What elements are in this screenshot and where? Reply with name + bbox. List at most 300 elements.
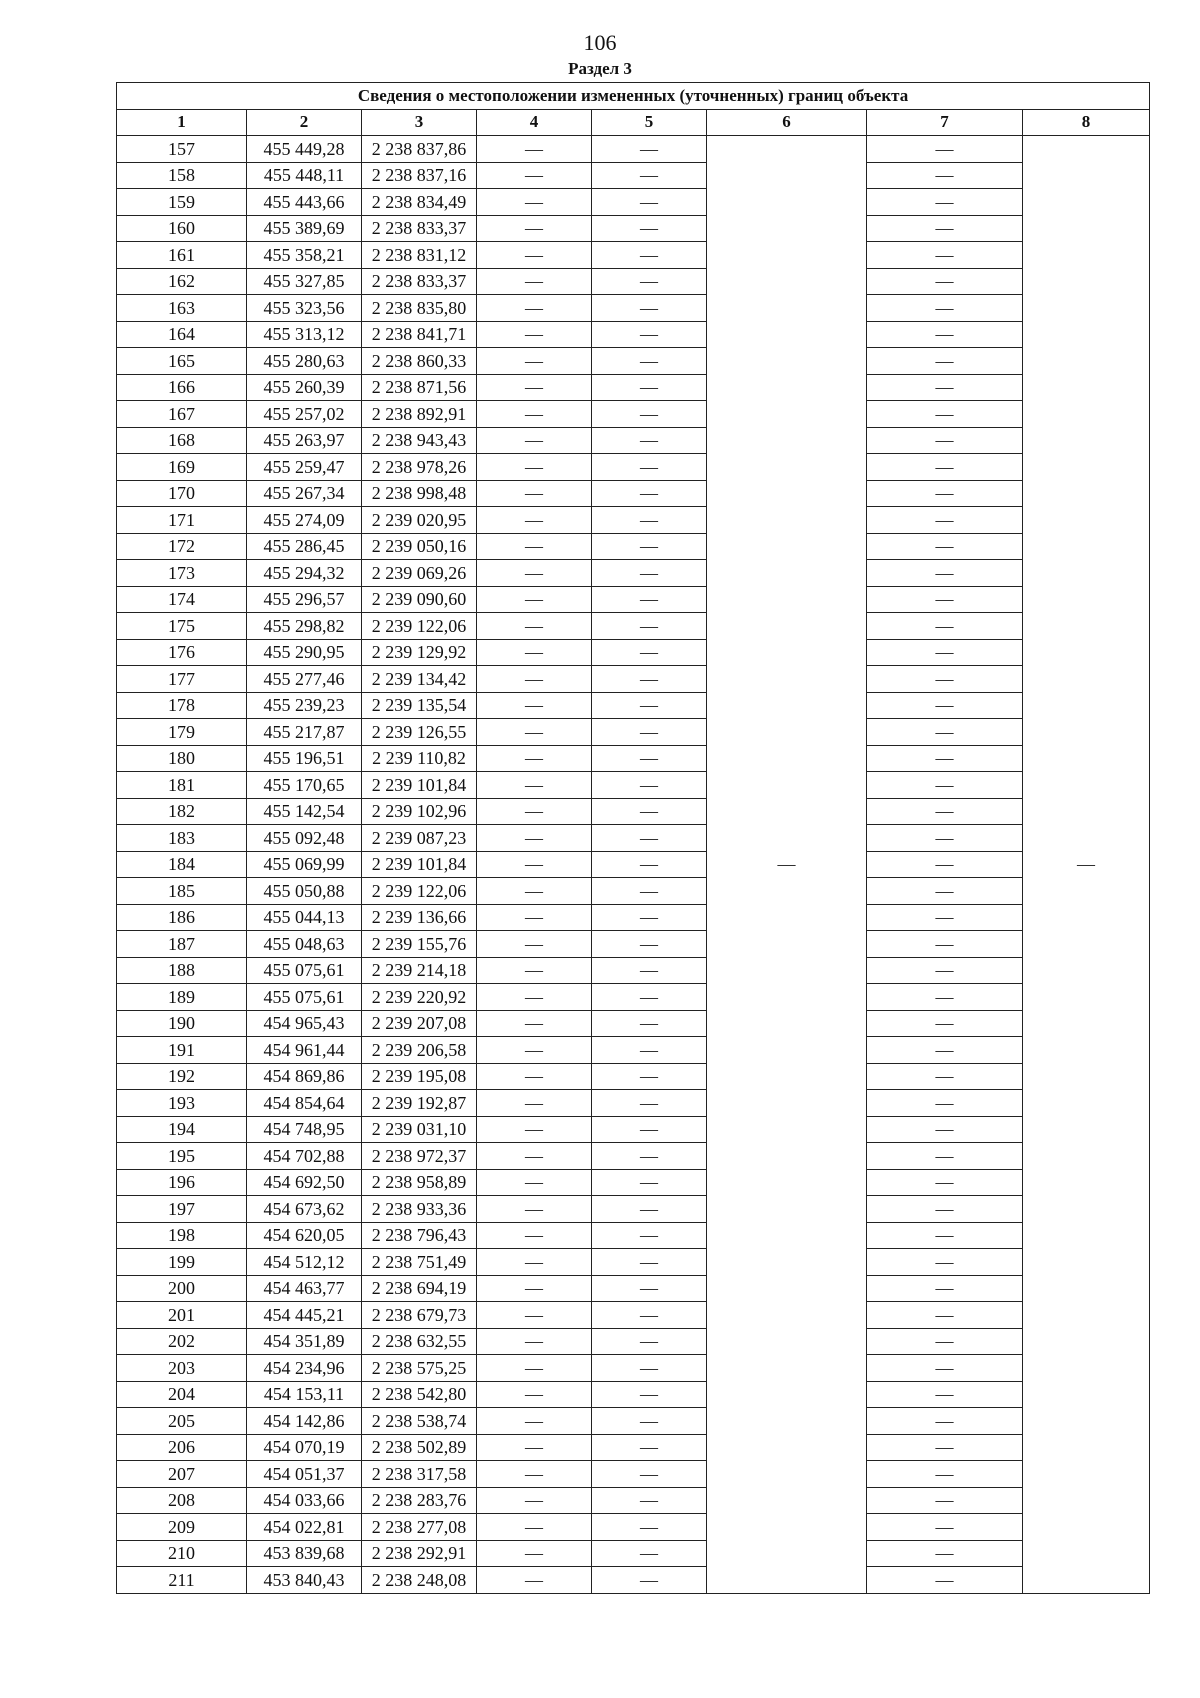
point-number-cell: 211 [117,1567,247,1594]
dash-cell: — [592,242,707,269]
dash-cell: — [867,878,1023,905]
dash-cell: — [477,1461,592,1488]
y-coordinate-cell: 2 239 122,06 [362,878,477,905]
dash-cell: — [867,851,1023,878]
dash-cell: — [477,851,592,878]
dash-cell: — [592,931,707,958]
dash-cell: — [477,772,592,799]
dash-cell: — [477,533,592,560]
x-coordinate-cell: 455 294,32 [247,560,362,587]
x-coordinate-cell: 455 389,69 [247,215,362,242]
dash-cell: — [477,1249,592,1276]
y-coordinate-cell: 2 239 069,26 [362,560,477,587]
x-coordinate-cell: 455 069,99 [247,851,362,878]
x-coordinate-cell: 454 702,88 [247,1143,362,1170]
point-number-cell: 206 [117,1434,247,1461]
dash-cell: — [477,162,592,189]
dash-cell: — [867,772,1023,799]
y-coordinate-cell: 2 238 871,56 [362,374,477,401]
table-row [117,957,1150,984]
table-row [117,772,1150,799]
table-row [117,374,1150,401]
table-row [117,136,1150,163]
dash-cell: — [867,745,1023,772]
dash-cell: — [592,507,707,534]
point-number-cell: 203 [117,1355,247,1382]
dash-cell: — [477,348,592,375]
y-coordinate-cell: 2 238 317,58 [362,1461,477,1488]
dash-cell: — [477,1196,592,1223]
table-row [117,984,1150,1011]
dash-cell: — [477,507,592,534]
dash-cell: — [867,719,1023,746]
table-row [117,613,1150,640]
x-coordinate-cell: 455 443,66 [247,189,362,216]
point-number-cell: 181 [117,772,247,799]
dash-cell: — [867,984,1023,1011]
dash-cell: — [867,427,1023,454]
x-coordinate-cell: 454 620,05 [247,1222,362,1249]
x-coordinate-cell: 454 869,86 [247,1063,362,1090]
x-coordinate-cell: 455 277,46 [247,666,362,693]
dash-cell: — [867,401,1023,428]
column-number: 8 [1023,109,1150,136]
dash-cell: — [867,1487,1023,1514]
x-coordinate-cell: 454 070,19 [247,1434,362,1461]
point-number-cell: 189 [117,984,247,1011]
dash-cell: — [477,1116,592,1143]
dash-cell: — [477,189,592,216]
x-coordinate-cell: 453 839,68 [247,1540,362,1567]
x-coordinate-cell: 454 961,44 [247,1037,362,1064]
point-number-cell: 199 [117,1249,247,1276]
dash-cell: — [867,533,1023,560]
x-coordinate-cell: 455 260,39 [247,374,362,401]
y-coordinate-cell: 2 239 110,82 [362,745,477,772]
x-coordinate-cell: 455 196,51 [247,745,362,772]
x-coordinate-cell: 455 290,95 [247,639,362,666]
x-coordinate-cell: 455 296,57 [247,586,362,613]
point-number-cell: 162 [117,268,247,295]
x-coordinate-cell: 455 170,65 [247,772,362,799]
x-coordinate-cell: 455 048,63 [247,931,362,958]
x-coordinate-cell: 454 748,95 [247,1116,362,1143]
table-row [117,162,1150,189]
x-coordinate-cell: 454 673,62 [247,1196,362,1223]
table-row [117,1037,1150,1064]
dash-cell: — [867,1540,1023,1567]
dash-cell: — [867,189,1023,216]
point-number-cell: 201 [117,1302,247,1329]
y-coordinate-cell: 2 239 122,06 [362,613,477,640]
dash-cell: — [592,1169,707,1196]
y-coordinate-cell: 2 238 679,73 [362,1302,477,1329]
dash-cell: — [477,825,592,852]
dash-cell: — [867,1249,1023,1276]
point-number-cell: 191 [117,1037,247,1064]
dash-cell: — [867,957,1023,984]
dash-cell: — [592,1434,707,1461]
x-coordinate-cell: 454 512,12 [247,1249,362,1276]
dash-cell: — [477,692,592,719]
dash-cell: — [477,1037,592,1064]
column-number: 6 [707,109,867,136]
dash-cell: — [592,1222,707,1249]
point-number-cell: 163 [117,295,247,322]
dash-cell: — [867,1222,1023,1249]
table-row [117,1010,1150,1037]
x-coordinate-cell: 455 257,02 [247,401,362,428]
point-number-cell: 184 [117,851,247,878]
dash-cell: — [477,798,592,825]
table-row [117,401,1150,428]
y-coordinate-cell: 2 238 751,49 [362,1249,477,1276]
column-number: 2 [247,109,362,136]
table-row [117,1487,1150,1514]
dash-cell: — [592,1567,707,1594]
table-row [117,1169,1150,1196]
dash-cell: — [592,851,707,878]
column-number: 7 [867,109,1023,136]
dash-cell: — [477,984,592,1011]
point-number-cell: 195 [117,1143,247,1170]
x-coordinate-cell: 454 351,89 [247,1328,362,1355]
dash-cell: — [592,825,707,852]
dash-cell: — [592,586,707,613]
point-number-cell: 192 [117,1063,247,1090]
dash-cell: — [867,136,1023,163]
table-row [117,1567,1150,1594]
table-caption: Сведения о местоположении измененных (уточненных) границ объекта [117,83,1150,110]
table-row [117,1090,1150,1117]
y-coordinate-cell: 2 238 841,71 [362,321,477,348]
dash-cell: — [477,1169,592,1196]
y-coordinate-cell: 2 239 206,58 [362,1037,477,1064]
table-row [117,1514,1150,1541]
table-row [117,878,1150,905]
dash-cell: — [477,136,592,163]
point-number-cell: 159 [117,189,247,216]
dash-cell: — [477,242,592,269]
point-number-cell: 182 [117,798,247,825]
dash-cell: — [592,1090,707,1117]
dash-cell: — [592,1381,707,1408]
y-coordinate-cell: 2 238 292,91 [362,1540,477,1567]
y-coordinate-cell: 2 238 972,37 [362,1143,477,1170]
page-number: 106 [583,30,617,55]
dash-cell: — [592,162,707,189]
dash-cell: — [867,1408,1023,1435]
y-coordinate-cell: 2 239 135,54 [362,692,477,719]
dash-cell: — [867,1275,1023,1302]
dash-cell: — [477,931,592,958]
table-row [117,798,1150,825]
table-row [117,242,1150,269]
point-number-cell: 168 [117,427,247,454]
dash-cell: — [592,1143,707,1170]
table-row [117,427,1150,454]
x-coordinate-cell: 454 692,50 [247,1169,362,1196]
dash-cell: — [867,1355,1023,1382]
column-number: 5 [592,109,707,136]
point-number-cell: 187 [117,931,247,958]
dash-cell: — [592,1328,707,1355]
x-coordinate-cell: 454 033,66 [247,1487,362,1514]
table-row [117,1116,1150,1143]
dash-cell: — [592,957,707,984]
point-number-cell: 167 [117,401,247,428]
dash-cell: — [867,798,1023,825]
dash-cell: — [592,1514,707,1541]
y-coordinate-cell: 2 238 538,74 [362,1408,477,1435]
y-coordinate-cell: 2 238 277,08 [362,1514,477,1541]
point-number-cell: 194 [117,1116,247,1143]
x-coordinate-cell: 455 327,85 [247,268,362,295]
dash-cell: — [867,215,1023,242]
y-coordinate-cell: 2 239 101,84 [362,772,477,799]
dash-cell: — [592,215,707,242]
dash-cell: — [592,480,707,507]
dash-cell: — [592,1487,707,1514]
y-coordinate-cell: 2 238 283,76 [362,1487,477,1514]
point-number-cell: 176 [117,639,247,666]
table-row [117,1222,1150,1249]
dash-cell: — [592,560,707,587]
dash-cell: — [867,692,1023,719]
table-row [117,507,1150,534]
x-coordinate-cell: 455 075,61 [247,957,362,984]
point-number-cell: 158 [117,162,247,189]
dash-cell: — [592,904,707,931]
point-number-cell: 166 [117,374,247,401]
point-number-cell: 183 [117,825,247,852]
y-coordinate-cell: 2 239 192,87 [362,1090,477,1117]
merged-column-8-cell: — [1023,136,1150,1594]
dash-cell: — [477,745,592,772]
dash-cell: — [477,1514,592,1541]
table-row [117,904,1150,931]
x-coordinate-cell: 455 358,21 [247,242,362,269]
y-coordinate-cell: 2 238 694,19 [362,1275,477,1302]
dash-cell: — [477,215,592,242]
table-row [117,1461,1150,1488]
point-number-cell: 171 [117,507,247,534]
y-coordinate-cell: 2 238 978,26 [362,454,477,481]
coordinates-table [116,82,1150,1594]
y-coordinate-cell: 2 239 126,55 [362,719,477,746]
y-coordinate-cell: 2 238 933,36 [362,1196,477,1223]
point-number-cell: 196 [117,1169,247,1196]
dash-cell: — [477,1275,592,1302]
point-number-cell: 161 [117,242,247,269]
table-row [117,666,1150,693]
y-coordinate-cell: 2 238 998,48 [362,480,477,507]
dash-cell: — [592,1037,707,1064]
dash-cell: — [477,454,592,481]
dash-cell: — [867,613,1023,640]
y-coordinate-cell: 2 239 214,18 [362,957,477,984]
dash-cell: — [592,1116,707,1143]
point-number-cell: 188 [117,957,247,984]
dash-cell: — [867,1381,1023,1408]
table-row [117,745,1150,772]
table-row [117,321,1150,348]
table-row [117,586,1150,613]
dash-cell: — [477,1434,592,1461]
section-title: Раздел 3 [568,59,632,78]
dash-cell: — [477,480,592,507]
y-coordinate-cell: 2 239 050,16 [362,533,477,560]
dash-cell: — [592,639,707,666]
dash-cell: — [592,401,707,428]
x-coordinate-cell: 455 448,11 [247,162,362,189]
point-number-cell: 186 [117,904,247,931]
y-coordinate-cell: 2 238 943,43 [362,427,477,454]
point-number-cell: 180 [117,745,247,772]
point-number-cell: 177 [117,666,247,693]
dash-cell: — [477,374,592,401]
point-number-cell: 179 [117,719,247,746]
dash-cell: — [592,772,707,799]
dash-cell: — [592,533,707,560]
dash-cell: — [867,480,1023,507]
dash-cell: — [592,1355,707,1382]
table-row [117,1143,1150,1170]
dash-cell: — [867,162,1023,189]
y-coordinate-cell: 2 238 958,89 [362,1169,477,1196]
table-row [117,560,1150,587]
dash-cell: — [477,1328,592,1355]
y-coordinate-cell: 2 238 248,08 [362,1567,477,1594]
point-number-cell: 207 [117,1461,247,1488]
dash-cell: — [592,454,707,481]
point-number-cell: 205 [117,1408,247,1435]
table-row [117,825,1150,852]
dash-cell: — [867,1169,1023,1196]
dash-cell: — [477,1487,592,1514]
table-row [117,189,1150,216]
dash-cell: — [477,904,592,931]
dash-cell: — [867,1567,1023,1594]
dash-cell: — [592,295,707,322]
table-row [117,851,1150,878]
y-coordinate-cell: 2 238 502,89 [362,1434,477,1461]
x-coordinate-cell: 454 153,11 [247,1381,362,1408]
point-number-cell: 165 [117,348,247,375]
dash-cell: — [867,348,1023,375]
y-coordinate-cell: 2 238 837,86 [362,136,477,163]
dash-cell: — [592,745,707,772]
point-number-cell: 200 [117,1275,247,1302]
y-coordinate-cell: 2 239 220,92 [362,984,477,1011]
point-number-cell: 209 [117,1514,247,1541]
dash-cell: — [592,427,707,454]
column-number: 3 [362,109,477,136]
y-coordinate-cell: 2 238 835,80 [362,295,477,322]
dash-cell: — [592,1540,707,1567]
dash-cell: — [477,1355,592,1382]
dash-cell: — [477,613,592,640]
table-row [117,1540,1150,1567]
dash-cell: — [592,798,707,825]
y-coordinate-cell: 2 238 632,55 [362,1328,477,1355]
y-coordinate-cell: 2 239 101,84 [362,851,477,878]
y-coordinate-cell: 2 238 575,25 [362,1355,477,1382]
dash-cell: — [592,189,707,216]
dash-cell: — [477,321,592,348]
dash-cell: — [477,268,592,295]
y-coordinate-cell: 2 239 102,96 [362,798,477,825]
table-row [117,1196,1150,1223]
table-row [117,1275,1150,1302]
dash-cell: — [867,639,1023,666]
x-coordinate-cell: 454 234,96 [247,1355,362,1382]
y-coordinate-cell: 2 238 542,80 [362,1381,477,1408]
dash-cell: — [477,1567,592,1594]
x-coordinate-cell: 455 323,56 [247,295,362,322]
x-coordinate-cell: 453 840,43 [247,1567,362,1594]
dash-cell: — [592,1249,707,1276]
y-coordinate-cell: 2 239 031,10 [362,1116,477,1143]
dash-cell: — [477,586,592,613]
x-coordinate-cell: 454 965,43 [247,1010,362,1037]
dash-cell: — [867,1302,1023,1329]
x-coordinate-cell: 455 286,45 [247,533,362,560]
x-coordinate-cell: 455 239,23 [247,692,362,719]
dash-cell: — [477,1381,592,1408]
table-row [117,639,1150,666]
y-coordinate-cell: 2 239 020,95 [362,507,477,534]
dash-cell: — [592,1408,707,1435]
x-coordinate-cell: 455 267,34 [247,480,362,507]
dash-cell: — [592,878,707,905]
y-coordinate-cell: 2 239 195,08 [362,1063,477,1090]
table-row [117,295,1150,322]
x-coordinate-cell: 454 022,81 [247,1514,362,1541]
dash-cell: — [867,321,1023,348]
column-number: 1 [117,109,247,136]
dash-cell: — [867,374,1023,401]
table-row [117,1302,1150,1329]
dash-cell: — [867,586,1023,613]
dash-cell: — [867,268,1023,295]
table-row [117,719,1150,746]
point-number-cell: 185 [117,878,247,905]
dash-cell: — [867,1143,1023,1170]
dash-cell: — [477,1222,592,1249]
dash-cell: — [867,1010,1023,1037]
table-row [117,1249,1150,1276]
dash-cell: — [867,560,1023,587]
point-number-cell: 164 [117,321,247,348]
dash-cell: — [592,374,707,401]
dash-cell: — [867,295,1023,322]
x-coordinate-cell: 454 142,86 [247,1408,362,1435]
column-number: 4 [477,109,592,136]
point-number-cell: 190 [117,1010,247,1037]
y-coordinate-cell: 2 239 155,76 [362,931,477,958]
dash-cell: — [867,1116,1023,1143]
dash-cell: — [867,1461,1023,1488]
dash-cell: — [477,1010,592,1037]
y-coordinate-cell: 2 239 129,92 [362,639,477,666]
dash-cell: — [592,1461,707,1488]
dash-cell: — [867,1090,1023,1117]
dash-cell: — [592,348,707,375]
y-coordinate-cell: 2 238 860,33 [362,348,477,375]
dash-cell: — [592,719,707,746]
point-number-cell: 175 [117,613,247,640]
